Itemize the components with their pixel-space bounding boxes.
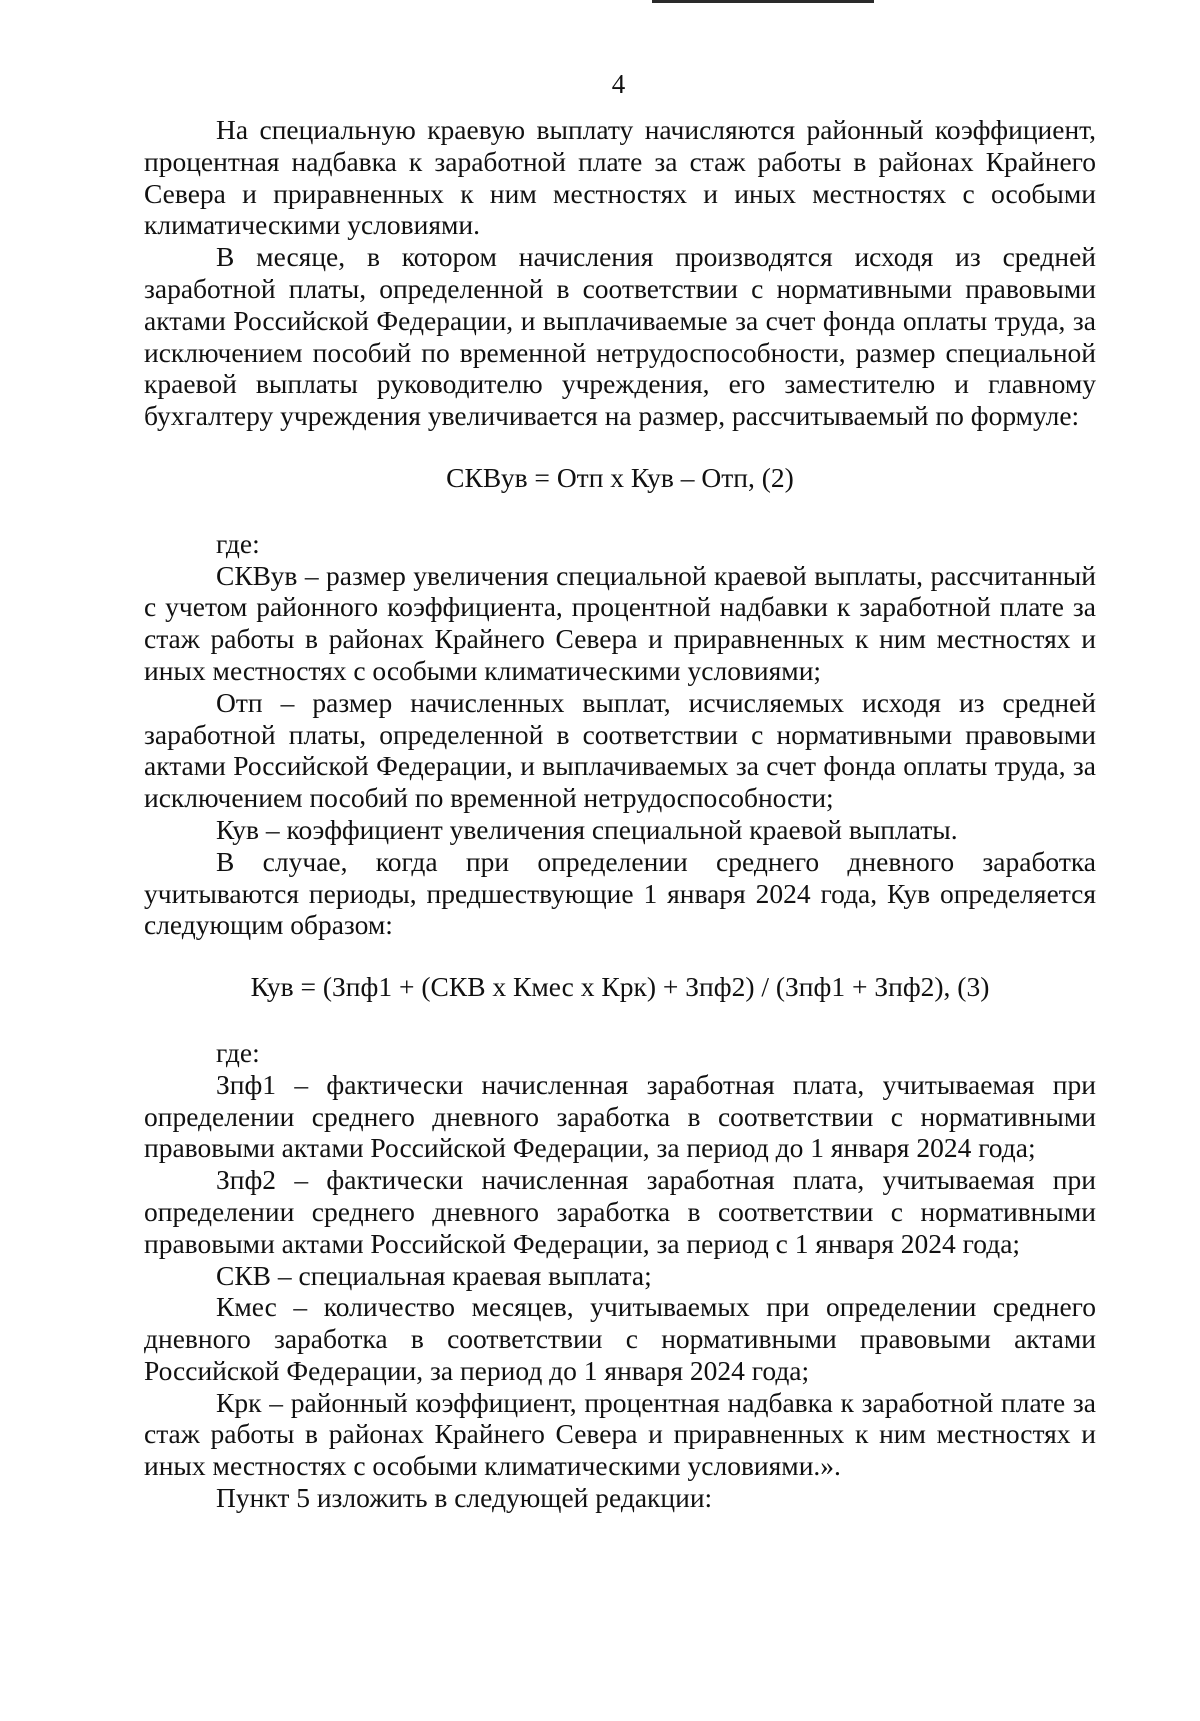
definition-zpf2: Зпф2 – фактически начисленная заработная плата, учитываемая при определении среднего дневного заработка в соответствии с нормативными правовыми актами Российской Федерации, за период с 1 января 2024 года;: [144, 1164, 1096, 1259]
definition-kuv: Кув – коэффициент увеличения специальной краевой выплаты.: [216, 813, 958, 845]
paragraph-where-1: где:: [216, 527, 260, 559]
definition-skv: СКВ – специальная краевая выплата;: [216, 1259, 652, 1291]
paragraph-kuv-case: В случае, когда при определении среднего дневного заработка учитываются периоды, предшествующие 1 января 2024 года, Кув определяется следующим образом:: [144, 845, 1096, 941]
top-edge-mark: [652, 0, 874, 3]
paragraph-point-5: Пункт 5 изложить в следующей редакции:: [216, 1482, 713, 1514]
definition-zpf1: Зпф1 – фактически начисленная заработная плата, учитываемая при определении среднего дневного заработка в соответствии с нормативными правовыми актами Российской Федерации, за период до 1 января 2024 года;: [144, 1068, 1096, 1164]
definition-kmes: Кмес – количество месяцев, учитываемых при определении среднего дневного заработка в соответствии с нормативными правовыми актами Российской Федерации, за период до 1 января 2024 года;: [144, 1291, 1096, 1386]
definition-krk: Крк – районный коэффициент, процентная надбавка к заработной плате за стаж работы в районах Крайнего Севера и приравненных к ним местностях и иных местностях с особыми климатическими условиями.».: [144, 1386, 1096, 1482]
page-number: 4: [611, 69, 626, 99]
paragraph-increase-rule: В месяце, в котором начисления производятся исходя из средней заработной платы, определенной в соответствии с нормативными правовыми актами Российской Федерации, и выплачиваемые за счет фонда оплаты труда, за исключением пособий по временной нетрудоспособности, размер специальной краевой выплаты руководителю учреждения, его заместителю и главному бухгалтеру учреждения увеличивается на размер, рассчитываемый по формуле:: [144, 241, 1096, 432]
paragraph-where-2: где:: [216, 1036, 260, 1068]
paragraph-surcharges: На специальную краевую выплату начисляются районный коэффициент, процентная надбавка к заработной плате за стаж работы в районах Крайнего Севера и приравненных к ним местностях и иных местностях с особыми климатическими условиями.: [144, 114, 1096, 241]
document-body: [144, 114, 1096, 1514]
formula-2: СКВув = Отп х Кув – Отп, (2): [446, 461, 794, 493]
definition-skvuv: СКВув – размер увеличения специальной краевой выплаты, рассчитанный с учетом районного коэффициента, процентной надбавки к заработной плате за стаж работы в районах Крайнего Севера и приравненных к ним местностях и иных местностях с особыми климатическими условиями;: [144, 559, 1096, 686]
formula-3: Кув = (Зпф1 + (СКВ х Кмес х Крк) + Зпф2) / (Зпф1 + Зпф2), (3): [250, 971, 990, 1003]
definition-otp: Отп – размер начисленных выплат, исчисляемых исходя из средней заработной платы, определенной в соответствии с нормативными правовыми актами Российской Федерации, и выплачиваемых за счет фонда оплаты труда, за исключением пособий по временной нетрудоспособности;: [144, 686, 1096, 814]
